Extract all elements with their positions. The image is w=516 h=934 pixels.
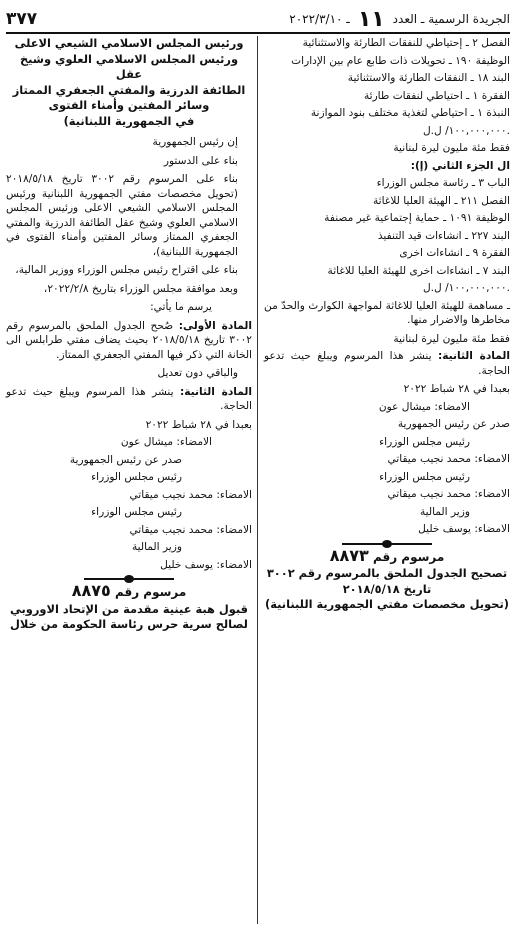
official-title: وزير المالية [419, 505, 470, 518]
decree-number [6, 581, 252, 600]
signature: الامضاء: ميشال عون [378, 400, 470, 413]
signature: الامضاء: محمد نجيب ميقاتي [129, 523, 252, 536]
signature: الامضاء: ميشال عون [120, 436, 212, 448]
header-issue-number: ١١ [357, 6, 385, 32]
preamble: بناء على المرسوم رقم ٣٠٠٢ تاريخ ٢٠١٨/٥/١٨ (تحويل مخصصات مفتي الجمهورية اللبنانية ورئيس المجلس الاسلامي الشيعي الاعلى ورئيس المجلس الاسلامي العلوي وشيخ عقل الطائفة الدرزية والمفتي الجعفري الممتاز وسائر المفتين وأمناء الفتوى في الجمهورية اللبنانية)، [6, 173, 238, 258]
signature: الامضاء: محمد نجيب ميقاتي [387, 488, 510, 500]
decree-number [264, 545, 510, 565]
budget-line: البند ٢٢٧ ـ انشاءات قيد التنفيذ [377, 229, 510, 242]
article-text: ينشر هذا المرسوم ويبلغ حيث تدعو الحاجة. [264, 350, 510, 377]
amount-in-words: فقط مئة مليون ليرة لبنانية [393, 142, 510, 154]
article-label: المادة الثانية: [438, 350, 510, 362]
budget-amount: ١٠٠,٠٠٠,٠٠٠/ ل.ل. [422, 124, 510, 137]
budget-line: الفصل ٢ ـ إحتياطي للنفقات الطارئة والاستثنائية [302, 37, 510, 49]
decree-num: ٨٨٧٣ [329, 545, 369, 565]
contribution-text: ـ مساهمة للهيئة العليا للاغاثة لمواجهة الكوارث والحدّ من مخاطرها والاضرار منها. [264, 299, 510, 326]
issued-by: صدر عن رئيس الجمهورية [69, 453, 182, 466]
decree-title: تاريخ ٢٠١٨/٥/١٨ [342, 581, 432, 596]
page-header [6, 6, 510, 34]
article-2 [264, 349, 510, 378]
official-title: رئيس مجلس الوزراء [379, 470, 470, 483]
signature: الامضاء: يوسف خليل [418, 523, 510, 535]
article-text: ينشر هذا المرسوم ويبلغ حيث تدعو الحاجة. [6, 385, 252, 412]
decree-heading: الطائفة الدرزية والمفتي الجعفري الممتاز [12, 82, 246, 97]
decree-title: تصحيح الجدول الملحق بالمرسوم رقم ٣٠٠٢ [266, 566, 508, 580]
preamble: بناء على الدستور [163, 154, 238, 167]
header-title-group [289, 7, 510, 32]
header-title: الجريدة الرسمية ـ العدد [392, 12, 510, 26]
decree-heading: في الجمهورية اللبنانية) [63, 113, 195, 128]
budget-line: البند ١٨ ـ النفقات الطارئة والاستثنائية [347, 72, 510, 84]
page-number: ٣٧٧ [6, 9, 38, 29]
article-2 [6, 385, 252, 414]
decree-heading: ورئيس المجلس الاسلامي الشيعي الاعلى [14, 36, 244, 50]
budget-line: الفصل ٢١١ ـ الهيئة العليا للاغاثة [372, 194, 510, 207]
decree-title: (تحويل مخصصات مفتي الجمهورية اللبنانية) [265, 597, 509, 611]
date-line: بعبدا في ٢٨ شباط ٢٠٢٢ [145, 418, 252, 431]
rest-unchanged: والباقي دون تعديل [157, 367, 238, 379]
decree-label: مرسوم رقم [372, 549, 445, 564]
article-label: المادة الأولى: [178, 319, 253, 332]
right-column [264, 36, 510, 613]
part2-title: ال الجزء الثاني (إ): [410, 159, 510, 172]
decree-title: قبول هبة عينية مقدمة من الإتحاد الاوروبي [9, 601, 248, 616]
budget-line: البند ٧ ـ انشاءات اخرى للهيئة العليا للاغاثة [327, 264, 510, 277]
budget-line: الفقرة ٩ ـ انشاءات اخرى [399, 247, 510, 259]
official-title: رئيس مجلس الوزراء [91, 471, 182, 483]
header-date: ـ ٢٠٢٢/٣/١٠ [289, 12, 350, 26]
signature: الامضاء: محمد نجيب ميقاتي [387, 453, 510, 465]
article-text: صُحح الجدول الملحق بالمرسوم رقم ٣٠٠٢ تاريخ ٢٠١٨/٥/١٨ بحيث يضاف مفتي طرابلس الى الخانة التي ذكر فيها المفتي الجعفري الممتاز. [6, 319, 252, 361]
budget-amount: ١٠٠,٠٠٠,٠٠٠/ ل.ل. [422, 282, 510, 294]
official-title: رئيس مجلس الوزراء [91, 506, 182, 518]
preamble: إن رئيس الجمهورية [152, 136, 238, 148]
budget-line: النبذة ١ ـ احتياطي لتغذية مختلف بنود الموازنة [310, 107, 510, 119]
signature: الامضاء: محمد نجيب ميقاتي [129, 488, 252, 501]
section-divider [342, 543, 432, 545]
date-line: بعبدا في ٢٨ شباط ٢٠٢٢ [403, 383, 510, 395]
column-divider [257, 36, 258, 924]
decree-label: مرسوم رقم [114, 585, 187, 599]
decrees-line: يرسم ما يأتي: [150, 301, 212, 313]
decree-heading: ورئيس المجلس الاسلامي العلوي وشيخ عقل [19, 51, 239, 81]
preamble: بناء على اقتراح رئيس مجلس الوزراء ووزير المالية، [15, 264, 238, 276]
decree-title: لصالح سرية حرس رئاسة الحكومة من خلال [10, 617, 248, 631]
left-column [6, 36, 252, 633]
decree-num: ٨٨٧٥ [71, 581, 111, 600]
article-1 [6, 319, 252, 363]
issued-by: صدر عن رئيس الجمهورية [397, 418, 510, 430]
official-title: رئيس مجلس الوزراء [379, 435, 470, 448]
signature: الامضاء: يوسف خليل [160, 558, 252, 571]
official-title: وزير المالية [131, 541, 182, 553]
budget-line: الفقرة ١ ـ احتياطي لنفقات طارئة [363, 89, 510, 102]
preamble: وبعد موافقة مجلس الوزراء بتاريخ ٢٠٢٢/٢/٨، [43, 282, 238, 295]
article-label: المادة الثانية: [180, 385, 252, 398]
amount-in-words: فقط مئة مليون ليرة لبنانية [393, 332, 510, 345]
budget-line: الباب ٣ ـ رئاسة مجلس الوزراء [376, 177, 510, 189]
decree-heading: وسائر المفتين وأمناء الفتوى [48, 98, 210, 112]
budget-line: الوظيفة ١٠٩١ ـ حماية إجتماعية غير مصنفة [324, 212, 510, 224]
section-divider [84, 578, 174, 580]
budget-line: الوظيفة ١٩٠ ـ تحويلات ذات طابع عام بين الإدارات [291, 54, 510, 67]
